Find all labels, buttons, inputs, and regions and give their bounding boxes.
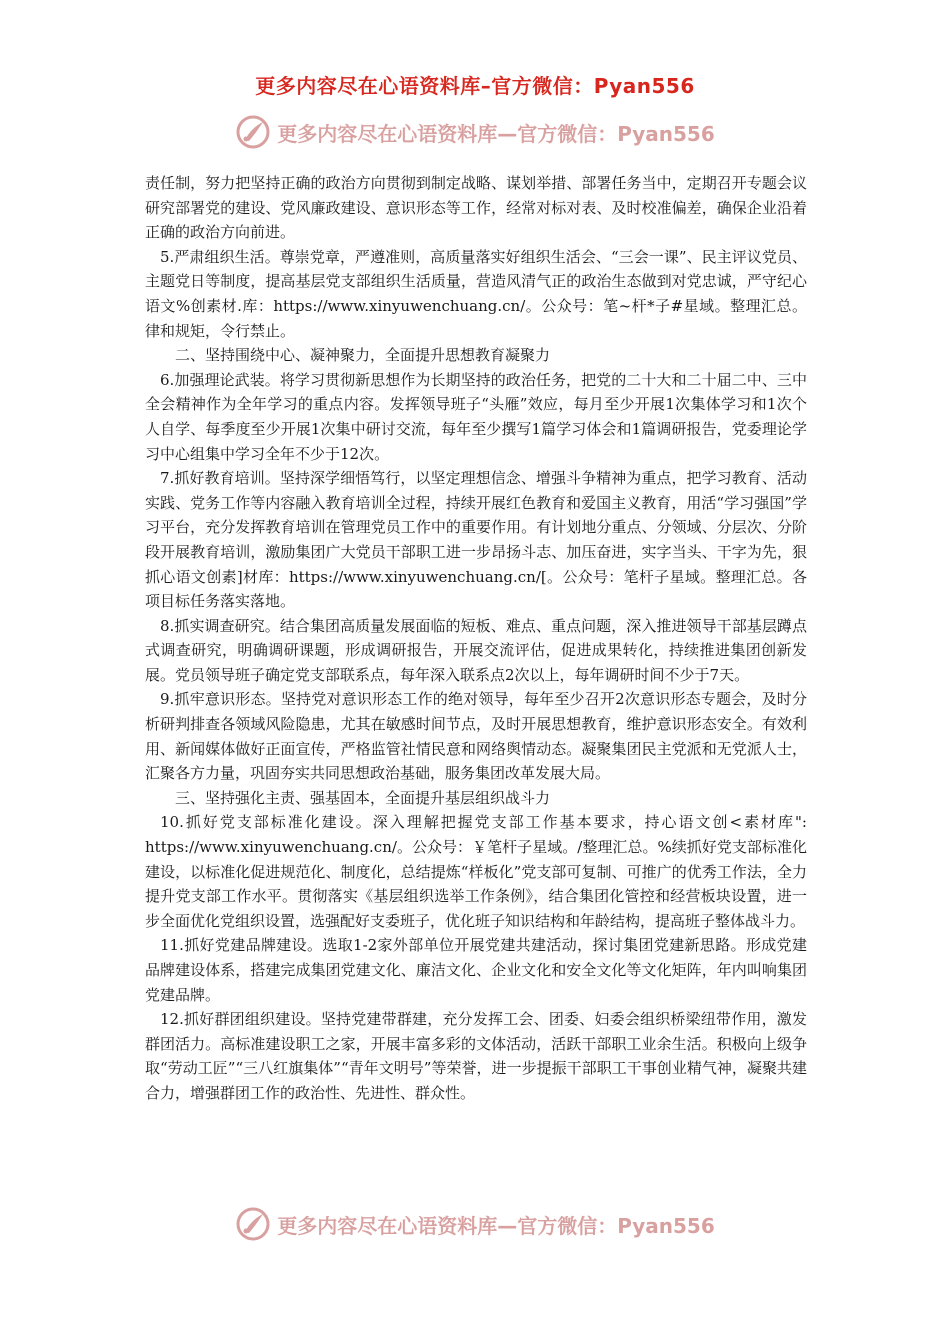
- paragraph-item-9: 9.抓牢意识形态。坚持党对意识形态工作的绝对领导，每年至少召开2次意识形态专题会，及时分析研判排查各领域风险隐患，尤其在敏感时间节点，及时开展思想教育，维护意识形态安全。有效利用、新闻媒体做好正面宣传，严格监管社情民意和网络舆情动态。凝聚集团民主党派和无党派人士，汇聚各方力量，巩固夯实共同思想政治基础，服务集团改革发展大局。: [145, 690, 807, 783]
- paragraph-item-10: 10.抓好党支部标准化建设。深入理解把握党支部工作基本要求，持心语文创<素材库": https://www.xinyuwenchuang.cn/。公众号：￥笔杆子星域。/整理汇总。%续抓好党支部标准化建设，以标准化促进规范化、制度化，总结提炼“样板化”党支部可复制、可推广的优秀工作法，全力提升党支部工作水平。贯彻落实《基层组织选举工作条例》，结合集团化管控和经营板块设置，进一步全面优化党组织设置，选强配好支委班子，优化班子知识结构和年龄结构，提高班子整体战斗力。: [145, 813, 807, 930]
- brush-logo-icon: [235, 114, 271, 150]
- paragraph: 责任制，努力把坚持正确的政治方向贯彻到制定战略、谋划举措、部署任务当中，定期召开专题会议研究部署党的建设、党风廉政建设、意识形态等工作，经常对标对表、及时校准偏差，确保企业沿着正确的政治方向前进。: [145, 174, 807, 242]
- brush-logo-icon: [235, 1206, 271, 1242]
- section-heading-2: 二、坚持围绕中心、凝神聚力，全面提升思想教育凝聚力: [175, 346, 551, 365]
- paragraph-item-11: 11.抓好党建品牌建设。选取1-2家外部单位开展党建共建活动，探讨集团党建新思路。形成党建品牌建设体系，搭建完成集团党建文化、廉洁文化、企业文化和安全文化等文化矩阵，年内叫响集团党建品牌。: [145, 936, 807, 1004]
- document-body: [145, 171, 807, 1106]
- watermark-top: [0, 114, 950, 150]
- paragraph-item-8: 8.抓实调查研究。结合集团高质量发展面临的短板、难点、重点问题，深入推进领导干部基层蹲点式调查研究，明确调研课题，形成调研报告，开展交流评估，促进成果转化，持续推进集团创新发展。党员领导班子确定党支部联系点，每年深入联系点2次以上，每年调研时间不少于7天。: [145, 616, 807, 684]
- section-heading-3: 三、坚持强化主责、强基固本，全面提升基层组织战斗力: [175, 788, 551, 807]
- watermark-bottom: [0, 1206, 950, 1242]
- paragraph-item-12: 12.抓好群团组织建设。坚持党建带群建，充分发挥工会、团委、妇委会组织桥梁纽带作用，激发群团活力。高标准建设职工之家，开展丰富多彩的文体活动，活跃干部职工业余生活。积极向上级争取“劳动工匠”“三八红旗集体”“青年文明号”等荣誉，进一步提振干部职工干事创业精气神，凝聚共建合力，增强群团工作的政治性、先进性、群众性。: [145, 1010, 807, 1102]
- watermark-top-text: 更多内容尽在心语资料库—官方微信：Pyan556: [277, 121, 715, 146]
- paragraph-item-7: 7.抓好教育培训。坚持深学细悟笃行，以坚定理想信念、增强斗争精神为重点，把学习教育、活动实践、党务工作等内容融入教育培训全过程，持续开展红色教育和爱国主义教育，用活“学习强国”学习平台，充分发挥教育培训在管理党员工作中的重要作用。有计划地分重点、分领域、分层次、分阶段开展教育培训，激励集团广大党员干部职工进一步昂扬斗志、加压奋进，实字当头、干字为先，狠抓心语文创素]材库：https://www.xinyuwenchuang.cn/[。公众号：笔杆子星域。整理汇总。各项目标任务落实落地。: [145, 469, 807, 611]
- paragraph-item-6: 6.加强理论武装。将学习贯彻新思想作为长期坚持的政治任务，把党的二十大和二十届二中、三中全会精神作为全年学习的重点内容。发挥领导班子“头雁”效应，每月至少开展1次集体学习和1次个人自学、每季度至少开展1次集中研讨交流，每年至少撰写1篇学习体会和1篇调研报告，党委理论学习中心组集中学习全年不少于12次。: [145, 370, 807, 463]
- top-banner: 更多内容尽在心语资料库–官方微信：Pyan556: [255, 74, 695, 98]
- watermark-bottom-text: 更多内容尽在心语资料库—官方微信：Pyan556: [277, 1213, 715, 1238]
- paragraph-item-5: 5.严肃组织生活。尊崇党章，严遵准则，高质量落实好组织生活会、“三会一课”、民主评议党员、主题党日等制度，提高基层党支部组织生活质量，营造风清气正的政治生态做到对党忠诚，严守纪心语文%创素材.库：https://www.xinyuwenchuang.cn/。公众号：笔~杆*子#星域。整理汇总。律和规矩，令行禁止。: [145, 247, 807, 340]
